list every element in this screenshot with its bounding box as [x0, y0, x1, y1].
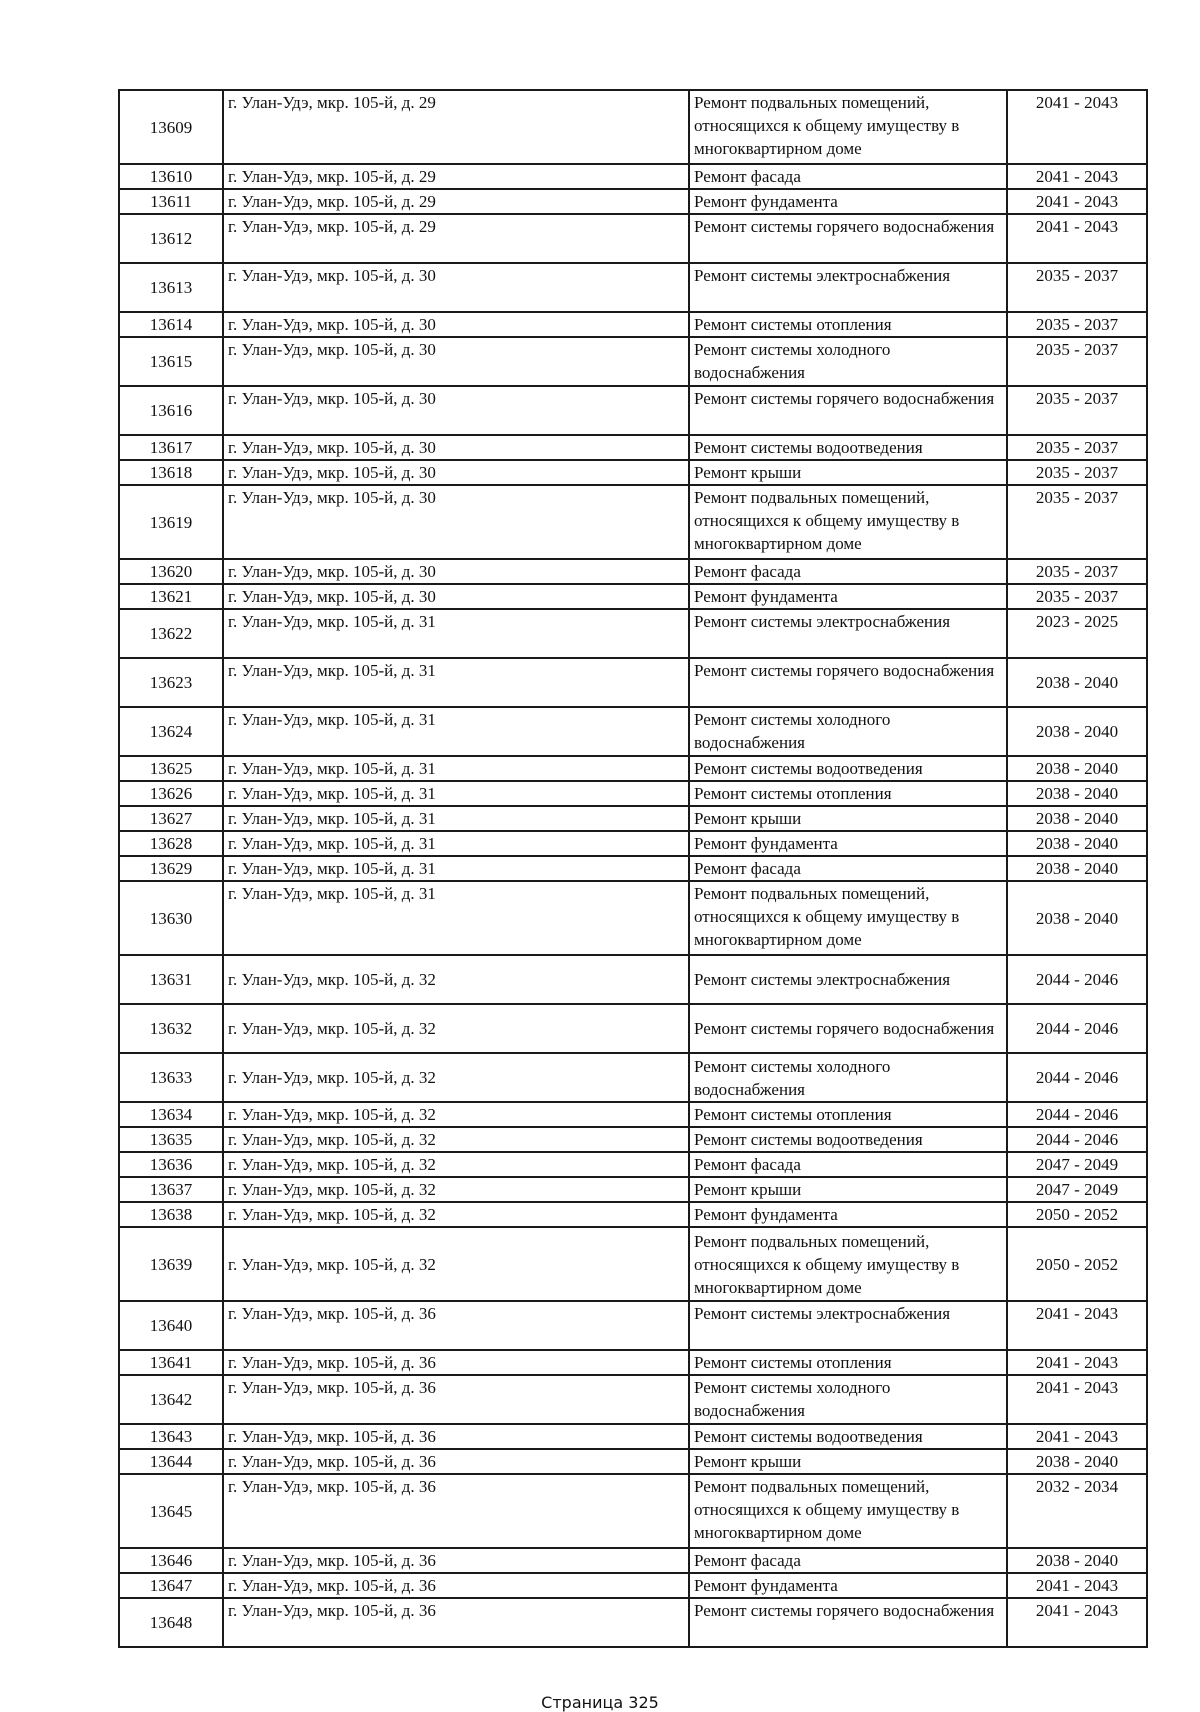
period-cell: 2035 - 2037	[1007, 559, 1147, 584]
period-cell: 2038 - 2040	[1007, 806, 1147, 831]
work-type-cell: Ремонт крыши	[689, 1449, 1007, 1474]
work-type-cell: Ремонт крыши	[689, 1177, 1007, 1202]
address-cell: г. Улан-Удэ, мкр. 105-й, д. 31	[223, 609, 689, 658]
row-number-cell: 13617	[119, 435, 223, 460]
period-cell: 2035 - 2037	[1007, 386, 1147, 435]
works-table-body	[119, 90, 1147, 1647]
address-cell: г. Улан-Удэ, мкр. 105-й, д. 36	[223, 1424, 689, 1449]
period-cell: 2044 - 2046	[1007, 1127, 1147, 1152]
period-cell: 2035 - 2037	[1007, 584, 1147, 609]
table-row	[119, 1449, 1147, 1474]
row-number-cell: 13631	[119, 955, 223, 1004]
work-type-cell: Ремонт системы холодного водоснабжения	[689, 337, 1007, 386]
row-number-cell: 13635	[119, 1127, 223, 1152]
row-number-cell: 13634	[119, 1102, 223, 1127]
table-row	[119, 214, 1147, 263]
row-number-cell: 13646	[119, 1548, 223, 1573]
address-cell: г. Улан-Удэ, мкр. 105-й, д. 30	[223, 263, 689, 312]
row-number-cell: 13637	[119, 1177, 223, 1202]
table-row	[119, 1004, 1147, 1053]
period-cell: 2035 - 2037	[1007, 435, 1147, 460]
address-cell: г. Улан-Удэ, мкр. 105-й, д. 36	[223, 1573, 689, 1598]
address-cell: г. Улан-Удэ, мкр. 105-й, д. 36	[223, 1548, 689, 1573]
address-cell: г. Улан-Удэ, мкр. 105-й, д. 31	[223, 806, 689, 831]
period-cell: 2041 - 2043	[1007, 164, 1147, 189]
table-row	[119, 189, 1147, 214]
address-cell: г. Улан-Удэ, мкр. 105-й, д. 29	[223, 90, 689, 164]
row-number-cell: 13611	[119, 189, 223, 214]
row-number-cell: 13622	[119, 609, 223, 658]
table-row	[119, 1202, 1147, 1227]
address-cell: г. Улан-Удэ, мкр. 105-й, д. 32	[223, 1177, 689, 1202]
work-type-cell: Ремонт фундамента	[689, 1202, 1007, 1227]
row-number-cell: 13630	[119, 881, 223, 955]
period-cell: 2038 - 2040	[1007, 658, 1147, 707]
work-type-cell: Ремонт подвальных помещений, относящихся к общему имуществу в многоквартирном доме	[689, 1227, 1007, 1301]
period-cell: 2035 - 2037	[1007, 337, 1147, 386]
table-row	[119, 1598, 1147, 1647]
address-cell: г. Улан-Удэ, мкр. 105-й, д. 36	[223, 1449, 689, 1474]
row-number-cell: 13629	[119, 856, 223, 881]
table-row	[119, 263, 1147, 312]
work-type-cell: Ремонт фасада	[689, 559, 1007, 584]
table-row	[119, 312, 1147, 337]
row-number-cell: 13623	[119, 658, 223, 707]
table-row	[119, 386, 1147, 435]
address-cell: г. Улан-Удэ, мкр. 105-й, д. 36	[223, 1474, 689, 1548]
period-cell: 2047 - 2049	[1007, 1152, 1147, 1177]
row-number-cell: 13621	[119, 584, 223, 609]
work-type-cell: Ремонт системы электроснабжения	[689, 263, 1007, 312]
table-row	[119, 1053, 1147, 1102]
row-number-cell: 13624	[119, 707, 223, 756]
work-type-cell: Ремонт системы отопления	[689, 312, 1007, 337]
period-cell: 2041 - 2043	[1007, 90, 1147, 164]
table-row	[119, 485, 1147, 559]
table-row	[119, 881, 1147, 955]
address-cell: г. Улан-Удэ, мкр. 105-й, д. 31	[223, 781, 689, 806]
table-row	[119, 1548, 1147, 1573]
row-number-cell: 13615	[119, 337, 223, 386]
table-row	[119, 584, 1147, 609]
period-cell: 2044 - 2046	[1007, 1004, 1147, 1053]
address-cell: г. Улан-Удэ, мкр. 105-й, д. 36	[223, 1375, 689, 1424]
table-row	[119, 1350, 1147, 1375]
row-number-cell: 13616	[119, 386, 223, 435]
address-cell: г. Улан-Удэ, мкр. 105-й, д. 31	[223, 658, 689, 707]
work-type-cell: Ремонт системы горячего водоснабжения	[689, 1598, 1007, 1647]
address-cell: г. Улан-Удэ, мкр. 105-й, д. 36	[223, 1598, 689, 1647]
table-row	[119, 435, 1147, 460]
work-type-cell: Ремонт фасада	[689, 856, 1007, 881]
work-type-cell: Ремонт фундамента	[689, 831, 1007, 856]
period-cell: 2038 - 2040	[1007, 881, 1147, 955]
row-number-cell: 13645	[119, 1474, 223, 1548]
period-cell: 2041 - 2043	[1007, 189, 1147, 214]
work-type-cell: Ремонт фундамента	[689, 189, 1007, 214]
address-cell: г. Улан-Удэ, мкр. 105-й, д. 30	[223, 435, 689, 460]
period-cell: 2038 - 2040	[1007, 1449, 1147, 1474]
row-number-cell: 13641	[119, 1350, 223, 1375]
work-type-cell: Ремонт фундамента	[689, 1573, 1007, 1598]
table-row	[119, 1301, 1147, 1350]
row-number-cell: 13610	[119, 164, 223, 189]
table-row	[119, 559, 1147, 584]
row-number-cell: 13636	[119, 1152, 223, 1177]
table-row	[119, 831, 1147, 856]
address-cell: г. Улан-Удэ, мкр. 105-й, д. 36	[223, 1350, 689, 1375]
work-type-cell: Ремонт системы отопления	[689, 1102, 1007, 1127]
table-row	[119, 1474, 1147, 1548]
work-type-cell: Ремонт фундамента	[689, 584, 1007, 609]
address-cell: г. Улан-Удэ, мкр. 105-й, д. 31	[223, 756, 689, 781]
period-cell: 2038 - 2040	[1007, 856, 1147, 881]
table-row	[119, 756, 1147, 781]
address-cell: г. Улан-Удэ, мкр. 105-й, д. 31	[223, 881, 689, 955]
row-number-cell: 13632	[119, 1004, 223, 1053]
address-cell: г. Улан-Удэ, мкр. 105-й, д. 30	[223, 460, 689, 485]
table-row	[119, 460, 1147, 485]
period-cell: 2038 - 2040	[1007, 756, 1147, 781]
work-type-cell: Ремонт подвальных помещений, относящихся к общему имуществу в многоквартирном доме	[689, 881, 1007, 955]
work-type-cell: Ремонт крыши	[689, 806, 1007, 831]
work-type-cell: Ремонт системы водоотведения	[689, 756, 1007, 781]
period-cell: 2035 - 2037	[1007, 485, 1147, 559]
work-type-cell: Ремонт фасада	[689, 164, 1007, 189]
address-cell: г. Улан-Удэ, мкр. 105-й, д. 32	[223, 1227, 689, 1301]
period-cell: 2038 - 2040	[1007, 781, 1147, 806]
work-type-cell: Ремонт крыши	[689, 460, 1007, 485]
row-number-cell: 13638	[119, 1202, 223, 1227]
work-type-cell: Ремонт системы холодного водоснабжения	[689, 1375, 1007, 1424]
row-number-cell: 13642	[119, 1375, 223, 1424]
period-cell: 2044 - 2046	[1007, 1102, 1147, 1127]
work-type-cell: Ремонт системы холодного водоснабжения	[689, 1053, 1007, 1102]
work-type-cell: Ремонт системы электроснабжения	[689, 609, 1007, 658]
work-type-cell: Ремонт системы водоотведения	[689, 1424, 1007, 1449]
address-cell: г. Улан-Удэ, мкр. 105-й, д. 31	[223, 831, 689, 856]
address-cell: г. Улан-Удэ, мкр. 105-й, д. 32	[223, 1053, 689, 1102]
address-cell: г. Улан-Удэ, мкр. 105-й, д. 32	[223, 1004, 689, 1053]
table-row	[119, 806, 1147, 831]
work-type-cell: Ремонт системы горячего водоснабжения	[689, 214, 1007, 263]
address-cell: г. Улан-Удэ, мкр. 105-й, д. 32	[223, 955, 689, 1004]
work-type-cell: Ремонт системы отопления	[689, 1350, 1007, 1375]
period-cell: 2038 - 2040	[1007, 707, 1147, 756]
work-type-cell: Ремонт подвальных помещений, относящихся к общему имуществу в многоквартирном доме	[689, 485, 1007, 559]
table-row	[119, 1102, 1147, 1127]
row-number-cell: 13640	[119, 1301, 223, 1350]
row-number-cell: 13633	[119, 1053, 223, 1102]
row-number-cell: 13643	[119, 1424, 223, 1449]
table-row	[119, 1375, 1147, 1424]
row-number-cell: 13625	[119, 756, 223, 781]
row-number-cell: 13644	[119, 1449, 223, 1474]
period-cell: 2047 - 2049	[1007, 1177, 1147, 1202]
work-type-cell: Ремонт системы горячего водоснабжения	[689, 386, 1007, 435]
table-row	[119, 1177, 1147, 1202]
address-cell: г. Улан-Удэ, мкр. 105-й, д. 30	[223, 312, 689, 337]
address-cell: г. Улан-Удэ, мкр. 105-й, д. 29	[223, 214, 689, 263]
period-cell: 2038 - 2040	[1007, 831, 1147, 856]
period-cell: 2035 - 2037	[1007, 460, 1147, 485]
address-cell: г. Улан-Удэ, мкр. 105-й, д. 29	[223, 189, 689, 214]
works-table	[118, 89, 1148, 1648]
period-cell: 2044 - 2046	[1007, 955, 1147, 1004]
work-type-cell: Ремонт системы электроснабжения	[689, 955, 1007, 1004]
address-cell: г. Улан-Удэ, мкр. 105-й, д. 30	[223, 337, 689, 386]
row-number-cell: 13628	[119, 831, 223, 856]
row-number-cell: 13619	[119, 485, 223, 559]
row-number-cell: 13627	[119, 806, 223, 831]
address-cell: г. Улан-Удэ, мкр. 105-й, д. 30	[223, 386, 689, 435]
table-row	[119, 707, 1147, 756]
work-type-cell: Ремонт системы отопления	[689, 781, 1007, 806]
table-row	[119, 1573, 1147, 1598]
address-cell: г. Улан-Удэ, мкр. 105-й, д. 32	[223, 1127, 689, 1152]
period-cell: 2041 - 2043	[1007, 1301, 1147, 1350]
table-row	[119, 337, 1147, 386]
table-row	[119, 1424, 1147, 1449]
address-cell: г. Улан-Удэ, мкр. 105-й, д. 32	[223, 1102, 689, 1127]
table-row	[119, 658, 1147, 707]
address-cell: г. Улан-Удэ, мкр. 105-й, д. 36	[223, 1301, 689, 1350]
period-cell: 2050 - 2052	[1007, 1227, 1147, 1301]
period-cell: 2044 - 2046	[1007, 1053, 1147, 1102]
period-cell: 2041 - 2043	[1007, 214, 1147, 263]
period-cell: 2035 - 2037	[1007, 312, 1147, 337]
period-cell: 2038 - 2040	[1007, 1548, 1147, 1573]
table-row	[119, 1127, 1147, 1152]
work-type-cell: Ремонт системы водоотведения	[689, 435, 1007, 460]
address-cell: г. Улан-Удэ, мкр. 105-й, д. 32	[223, 1202, 689, 1227]
address-cell: г. Улан-Удэ, мкр. 105-й, д. 32	[223, 1152, 689, 1177]
work-type-cell: Ремонт подвальных помещений, относящихся к общему имуществу в многоквартирном доме	[689, 90, 1007, 164]
row-number-cell: 13612	[119, 214, 223, 263]
period-cell: 2023 - 2025	[1007, 609, 1147, 658]
row-number-cell: 13613	[119, 263, 223, 312]
work-type-cell: Ремонт фасада	[689, 1548, 1007, 1573]
table-row	[119, 781, 1147, 806]
work-type-cell: Ремонт подвальных помещений, относящихся к общему имуществу в многоквартирном доме	[689, 1474, 1007, 1548]
work-type-cell: Ремонт системы электроснабжения	[689, 1301, 1007, 1350]
row-number-cell: 13639	[119, 1227, 223, 1301]
row-number-cell: 13609	[119, 90, 223, 164]
address-cell: г. Улан-Удэ, мкр. 105-й, д. 29	[223, 164, 689, 189]
period-cell: 2041 - 2043	[1007, 1350, 1147, 1375]
period-cell: 2032 - 2034	[1007, 1474, 1147, 1548]
row-number-cell: 13647	[119, 1573, 223, 1598]
period-cell: 2050 - 2052	[1007, 1202, 1147, 1227]
address-cell: г. Улан-Удэ, мкр. 105-й, д. 31	[223, 707, 689, 756]
work-type-cell: Ремонт системы холодного водоснабжения	[689, 707, 1007, 756]
row-number-cell: 13626	[119, 781, 223, 806]
table-row	[119, 609, 1147, 658]
row-number-cell: 13614	[119, 312, 223, 337]
period-cell: 2041 - 2043	[1007, 1598, 1147, 1647]
row-number-cell: 13620	[119, 559, 223, 584]
address-cell: г. Улан-Удэ, мкр. 105-й, д. 30	[223, 485, 689, 559]
work-type-cell: Ремонт системы горячего водоснабжения	[689, 658, 1007, 707]
table-row	[119, 955, 1147, 1004]
work-type-cell: Ремонт системы водоотведения	[689, 1127, 1007, 1152]
table-row	[119, 1152, 1147, 1177]
period-cell: 2041 - 2043	[1007, 1424, 1147, 1449]
table-row	[119, 1227, 1147, 1301]
row-number-cell: 13618	[119, 460, 223, 485]
row-number-cell: 13648	[119, 1598, 223, 1647]
address-cell: г. Улан-Удэ, мкр. 105-й, д. 30	[223, 584, 689, 609]
period-cell: 2041 - 2043	[1007, 1375, 1147, 1424]
work-type-cell: Ремонт фасада	[689, 1152, 1007, 1177]
period-cell: 2041 - 2043	[1007, 1573, 1147, 1598]
work-type-cell: Ремонт системы горячего водоснабжения	[689, 1004, 1007, 1053]
table-row	[119, 90, 1147, 164]
table-row	[119, 164, 1147, 189]
table-row	[119, 856, 1147, 881]
period-cell: 2035 - 2037	[1007, 263, 1147, 312]
address-cell: г. Улан-Удэ, мкр. 105-й, д. 30	[223, 559, 689, 584]
address-cell: г. Улан-Удэ, мкр. 105-й, д. 31	[223, 856, 689, 881]
page-footer: Страница 325	[541, 1693, 659, 1712]
